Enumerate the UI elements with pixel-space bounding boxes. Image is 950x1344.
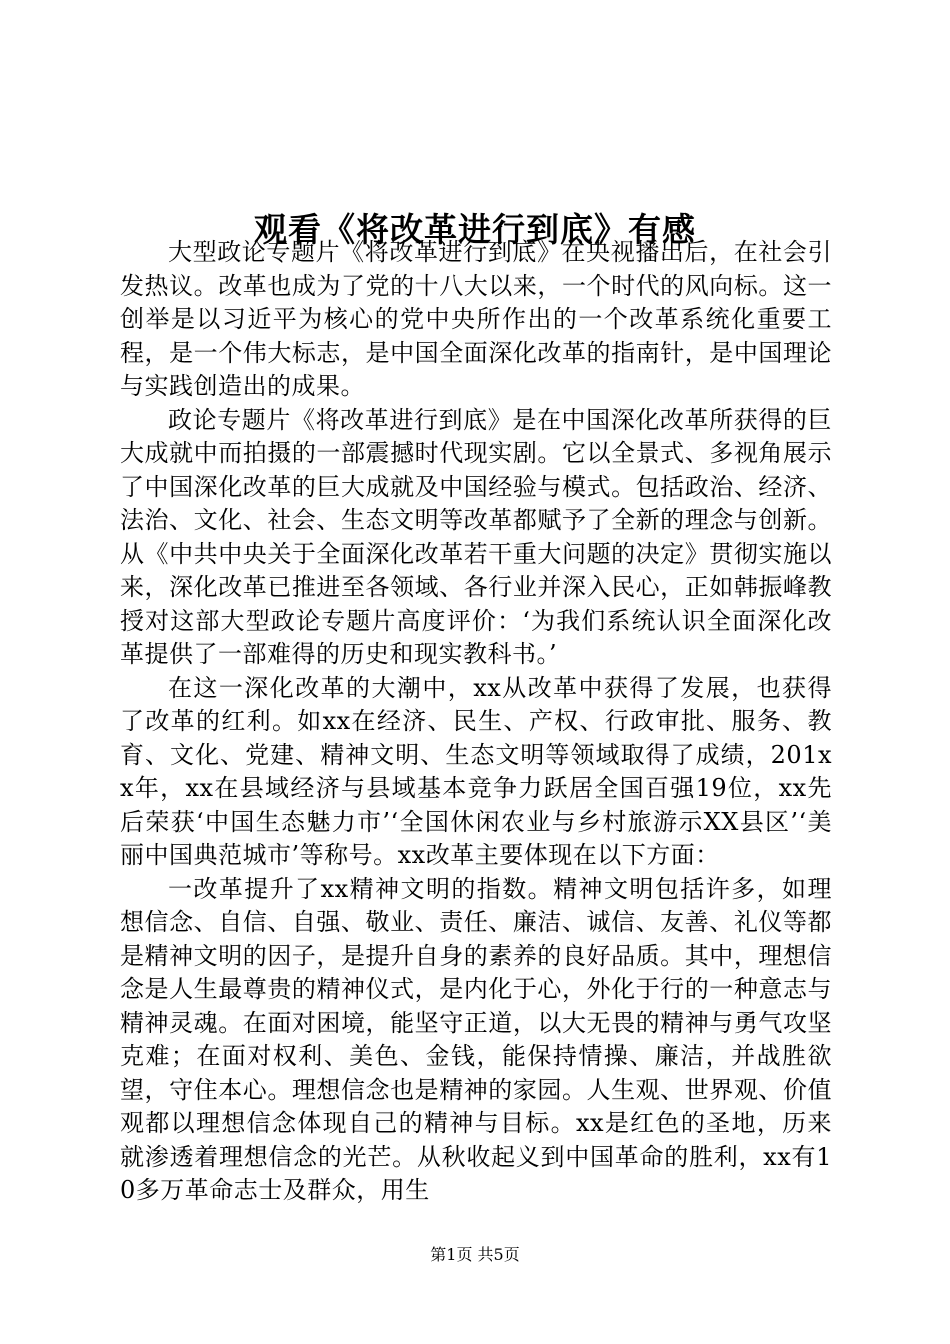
paragraph-1: 大型政论专题片《将改革进行到底》在央视播出后，在社会引发热议。改革也成为了党的十八大以来，一个时代的风向标。这一创举是以习近平为核心的党中央所作出的一个改革系统化重要工程，是一个伟大标志，是中国全面深化改革的指南针，是中国理论与实践创造出的成果。 <box>120 238 832 400</box>
paragraph-2: 政论专题片《将改革进行到底》是在中国深化改革所获得的巨大成就中而拍摄的一部震撼时代现实剧。它以全景式、多视角展示了中国深化改革的巨大成就及中国经验与模式。包括政治、经济、法治、文化、社会、生态文明等改革都赋予了全新的理念与创新。从《中共中央关于全面深化改革若干重大问题的决定》贯彻实施以来，深化改革已推进至各领域、各行业并深入民心，正如韩振峰教授对这部大型政论专题片高度评价：‘为我们系统认识全面深化改革提供了一部难得的历史和现实教科书。’ <box>120 405 832 668</box>
document-body <box>120 236 832 1208</box>
document-title: 观看《将改革进行到底》有感 <box>254 210 696 250</box>
paragraph-4: 一改革提升了xx精神文明的指数。精神文明包括许多，如理想信念、自信、自强、敬业、责任、廉洁、诚信、友善、礼仪等都是精神文明的因子，是提升自身的素养的良好品质。其中，理想信念是人生最尊贵的精神仪式，是内化于心，外化于行的一种意志与精神灵魂。在面对困境，能坚守正道，以大无畏的精神与勇气攻坚克难；在面对权利、美色、金钱，能保持情操、廉洁，并战胜欲望，守住本心。理想信念也是精神的家园。人生观、世界观、价值观都以理想信念体现自己的精神与目标。xx是红色的圣地，历来就渗透着理想信念的光芒。从秋收起义到中国革命的胜利，xx有10多万革命志士及群众，用生 <box>120 874 832 1204</box>
page-footer: 第1页 共5页 <box>430 1245 520 1264</box>
paragraph-3: 在这一深化改革的大潮中，xx从改革中获得了发展，也获得了改革的红利。如xx在经济、民生、产权、行政审批、服务、教育、文化、党建、精神文明、生态文明等领域取得了成绩，201xx年，xx在县域经济与县域基本竞争力跃居全国百强19位，xx先后荣获‘中国生态魅力市’‘全国休闲农业与乡村旅游示XX县区’‘美丽中国典范城市’等称号。xx改革主要体现在以下方面： <box>120 673 832 869</box>
